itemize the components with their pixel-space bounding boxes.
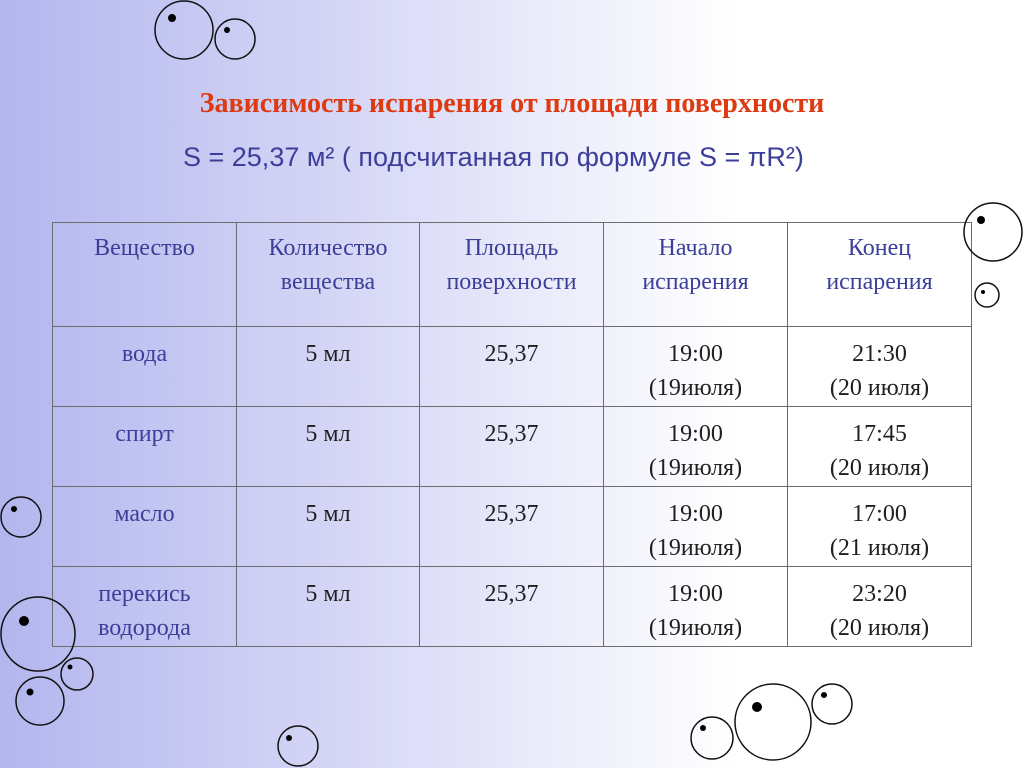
start-time: 19:00 [668, 341, 723, 367]
cell-area: 25,37 [420, 407, 604, 487]
start-time: 19:00 [668, 421, 723, 447]
bubble-dot [224, 27, 230, 33]
end-time: 23:20 [852, 581, 907, 607]
start-time: 19:00 [668, 581, 723, 607]
header-line: вещества [280, 269, 376, 295]
bubble [215, 19, 255, 59]
bubble-dot [821, 692, 827, 698]
cell-area: 25,37 [420, 327, 604, 407]
bubble [155, 1, 213, 59]
bubble [61, 658, 93, 690]
bubble [812, 684, 852, 724]
bubble-dot [752, 702, 762, 712]
end-time: 21:30 [852, 341, 907, 367]
bubble-group-top-left [155, 1, 255, 59]
bubble-group-bottom [278, 684, 852, 766]
cell-amount: 5 мл [237, 327, 420, 407]
end-date: (20 июля) [829, 615, 930, 641]
start-date: (19июля) [648, 375, 743, 401]
header-line: испарения [642, 269, 749, 295]
cell-amount: 5 мл [237, 407, 420, 487]
bubble [691, 717, 733, 759]
header-line: поверхности [446, 269, 577, 295]
bubble-dot [981, 290, 985, 294]
start-date: (19июля) [648, 535, 743, 561]
bubble [964, 203, 1022, 261]
bubble-dot [977, 216, 985, 224]
bubble-dot [19, 616, 29, 626]
substance-line: вода [121, 341, 168, 367]
slide-title: Зависимость испарения от площади поверхности [199, 88, 825, 119]
bubble [1, 497, 41, 537]
end-time: 17:45 [852, 421, 907, 447]
bubble [735, 684, 811, 760]
bubble [1, 597, 75, 671]
area-formula: S = 25,37 м² ( подсчитанная по формуле S = πR²) [183, 142, 804, 172]
end-time: 17:00 [852, 501, 907, 527]
start-date: (19июля) [648, 455, 743, 481]
bubble-dot [286, 735, 292, 741]
start-date: (19июля) [648, 615, 743, 641]
substance-line: перекись [98, 581, 191, 607]
header-line: Количество [268, 235, 388, 261]
header-line: Площадь [464, 235, 559, 261]
end-date: (20 июля) [829, 455, 930, 481]
substance-line: масло [114, 501, 175, 527]
bubble-dot [11, 506, 17, 512]
bubble [975, 283, 999, 307]
bubble-dot [700, 725, 706, 731]
bubble-group-left [1, 497, 93, 725]
header-line: испарения [826, 269, 933, 295]
bubble-dot [168, 14, 176, 22]
bubble-dot [68, 665, 73, 670]
cell-area: 25,37 [420, 487, 604, 567]
bubble [16, 677, 64, 725]
end-date: (20 июля) [829, 375, 930, 401]
cell-amount: 5 мл [237, 487, 420, 567]
substance-line: водорода [98, 615, 191, 641]
end-date: (21 июля) [829, 535, 930, 561]
cell-area: 25,37 [420, 567, 604, 647]
bubble-dot [27, 689, 34, 696]
bubble [278, 726, 318, 766]
header-line: Конец [847, 235, 912, 261]
cell-amount: 5 мл [237, 567, 420, 647]
header-line: Начало [658, 235, 733, 261]
bubble-group-right [964, 203, 1022, 307]
start-time: 19:00 [668, 501, 723, 527]
substance-line: спирт [115, 421, 174, 447]
header-line: Вещество [94, 235, 195, 261]
